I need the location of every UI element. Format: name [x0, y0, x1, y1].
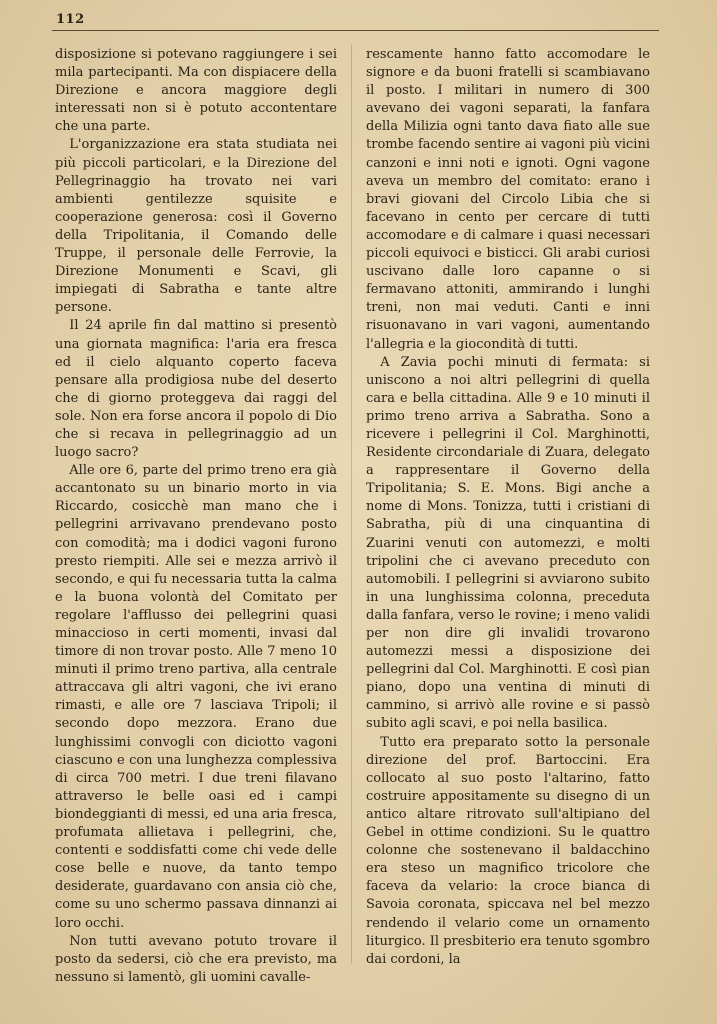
- paragraph: rescamente hanno fatto accomodare le signore e da buoni fratelli si scambiavano il posto. I militari in numero di 300 avevano dei vagoni separati, la fanfara della Milizia ogni tanto dava fiato alle sue trombe facendo sentire ai vagoni più vicini canzoni e inni noti e ignoti. Ogni vagone aveva un membro del comitato: erano i bravi giovani del Circolo Libia che si facevano in cento per cercare di tutti accomodare e di calmare i quasi necessari piccoli equivoci e bisticci. Gli arabi curiosi uscivano dalle loro capanne o si fermavano attoniti, ammirando i lunghi treni, non mai veduti. Canti e inni risuonavano in vari vagoni, aumentando l'allegria e la giocondità di tutti.: [366, 47, 650, 352]
- paragraph: A Zavia pochi minuti di fermata: si uniscono a noi altri pellegrini di quella cara e bella cittadina. Alle 9 e 10 minuti il primo treno arriva a Sabratha. Sono a ricevere i pellegrini il Col. Marghinotti, Residente circondariale di Zuara, delegato a rappresentare il Governo della Tripolitania; S. E. Mons. Bigi anche a nome di Mons. Tonizza, tutti i cristiani di Sabratha, più di una cinquantina di Zuarini venuti con automezzi, e molti tripolini che ci avevano preceduto con automobili. I pellegrini si avviarono subito in una lunghissima colonna, preceduta dalla fanfara, verso le rovine; i meno validi per non dire gli invalidi trovarono automezzi messi a disposizione dei pellegrini dal Col. Marghinotti. E così pian piano, dopo una ventina di minuti di cammino, si arrivò alle rovine e si passò subito agli scavi, e poi nella basilica.: [366, 354, 650, 732]
- paragraph: Non tutti avevano potuto trovare il posto da sedersi, ciò che era previsto, ma nessuno si lamentò, gli uomini cavalle-: [55, 933, 337, 985]
- paragraph: Tutto era preparato sotto la personale direzione del prof. Bartoccini. Era collocato al suo posto l'altarino, fatto costruire appositamente su disegno di un antico altare ritrovato sull'altipiano del Gebel in ottime condizioni. Su le quattro colonne che sostenevano il baldacchino era steso un magnifico tricolore che faceva da velario: la croce bianca di Savoia coronata, spiccava nel bel mezzo rendendo il velario come un ornamento liturgico. Il presbiterio era tenuto sgombro dai cordoni, la: [366, 734, 650, 967]
- paragraph: Alle ore 6, parte del primo treno era già accantonato su un binario morto in via Riccardo, cosicchè man mano che i pellegrini arrivavano prendevano posto con comodità; ma i dodici vagoni furono presto riempiti. Alle sei e mezza arrivò il secondo, e qui fu necessaria tutta la calma e la buona volontà del Comitato per regolare l'afflusso dei pellegrini quasi minaccioso in certi momenti, invasi dal timore di non trovar posto. Alle 7 meno 10 minuti il primo treno partiva, alla centrale attraccava gli altri vagoni, che ivi erano rimasti, e alle ore 7 lasciava Tripoli; il secondo dopo mezzora. Erano due lunghissimi convogli con diciotto vagoni ciascuno e con una lunghezza complessiva di circa 700 metri. I due treni filavano attraverso le belle oasi ed i campi biondeggianti di messi, ed una aria fresca, profumata allietava i pellegrini, che, contenti e soddisfatti come chi vede delle cose belle e nuove, da tanto tempo desiderate, guardavano con ansia ciò che, come su uno schermo passava dinnanzi ai loro occhi.: [55, 463, 338, 931]
- page-number: 112: [56, 12, 85, 27]
- header-rule: [52, 30, 659, 31]
- paragraph: L'organizzazione era stata studiata nei più piccoli particolari, e la Direzione del Pellegrinaggio ha trovato nei vari ambienti gentilezze squisite e cooperazione generosa: così il Governo della Tripolitania, il Comando delle Truppe, il personale delle Ferrovie, la Direzione Monumenti e Scavi, gli impiegati di Sabratha e tante altre persone.: [55, 137, 337, 316]
- left-column: [55, 46, 337, 987]
- paragraph: Il 24 aprile fin dal mattino si presentò una giornata magnifica: l'aria era fresca ed il cielo alquanto coperto faceva pensare alla prodigiosa nube del deserto che di giorno proteggeva dai raggi del sole. Non era forse ancora il popolo di Dio che si recava in pellegrinaggio ad un luogo sacro?: [55, 318, 337, 461]
- paragraph: disposizione si potevano raggiungere i sei mila partecipanti. Ma con dispiacere della Direzione e ancora maggiore degli interessati non si è potuto accontentare che una parte.: [55, 47, 337, 135]
- column-divider: [351, 44, 352, 964]
- right-column: [366, 46, 650, 969]
